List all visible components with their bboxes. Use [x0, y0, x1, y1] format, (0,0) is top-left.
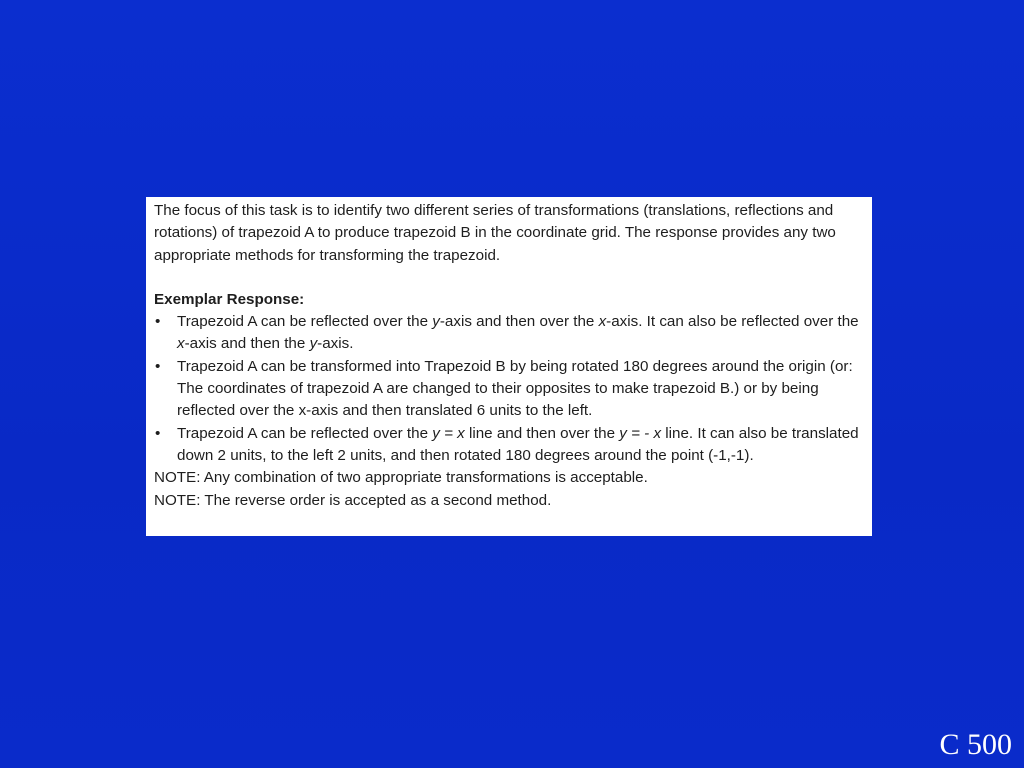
exemplar-list	[154, 311, 866, 467]
bullet-text-segment: -axis and then the	[184, 335, 310, 353]
paragraph-spacer	[154, 267, 866, 289]
bullet-text-italic: y	[309, 335, 318, 353]
bullet-text-italic: y = - x	[619, 424, 662, 442]
bullet-text-segment: -axis.	[317, 335, 354, 353]
note-line: NOTE: The reverse order is accepted as a second method.	[154, 491, 552, 509]
bullet-text-segment: line and then over the	[464, 424, 620, 442]
bullet-text-italic: y	[432, 313, 440, 331]
bullet-glyph: •	[155, 313, 161, 331]
bullet-text-italic: x	[177, 335, 185, 353]
bullet-text-segment: Trapezoid A can be reflected over the	[177, 424, 433, 442]
note-line: NOTE: Any combination of two appropriate transformations is acceptable.	[154, 469, 648, 487]
intro-paragraph: The focus of this task is to identify two different series of transformations (translations, reflections and rotations) of trapezoid A to produce trapezoid B in the coordinate grid. The response provides any two appropriate methods for transforming the trapezoid.	[154, 202, 836, 264]
bullet-text-italic: y = x	[432, 424, 465, 442]
bullet-text-segment: -axis. It can also be reflected over the	[606, 313, 859, 331]
bullet-text-segment: Trapezoid A can be reflected over the	[177, 313, 433, 331]
list-item	[154, 423, 866, 468]
exemplar-heading: Exemplar Response:	[154, 290, 305, 308]
bullet-glyph: •	[155, 424, 161, 442]
bullet-glyph: •	[155, 357, 161, 375]
rubric-text-box	[146, 197, 872, 536]
bullet-text-italic: x	[598, 313, 607, 331]
bullet-text-segment: line. It can also be translated down 2 units, to the left 2 units, and then rotated 180 degrees around the point (-1,-1).	[177, 424, 859, 464]
bullet-text: Trapezoid A can be transformed into Trapezoid B by being rotated 180 degrees around the origin (or: The coordinates of trapezoid A are changed to their opposites to make trapezoid B.) or by being reflected over the x-axis and then translated 6 units to the left.	[177, 357, 853, 420]
list-item	[154, 356, 866, 423]
slide-label: C 500	[939, 728, 1012, 761]
bullet-text-segment: -axis and then over the	[439, 313, 599, 331]
list-item	[154, 311, 866, 356]
